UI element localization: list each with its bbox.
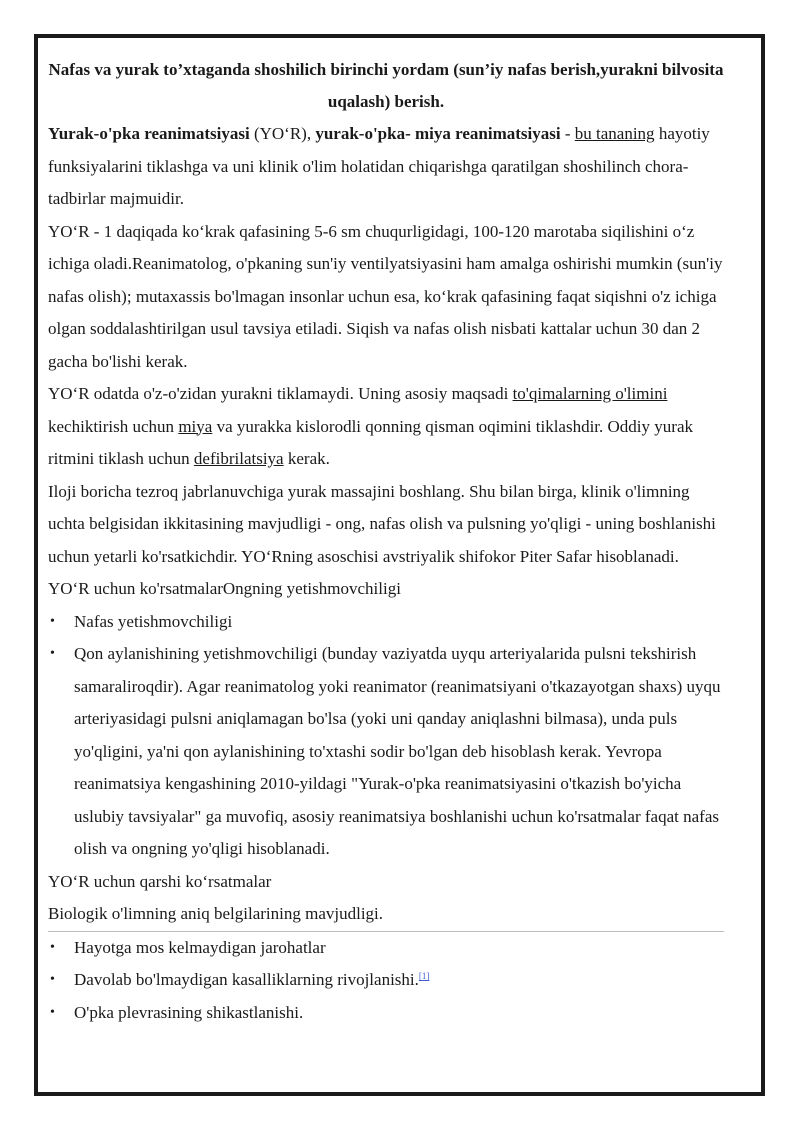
list-item: • Nafas yetishmovchiligi bbox=[48, 606, 724, 639]
goal-text-b: kechiktirish uchun bbox=[48, 416, 179, 436]
page-title: Nafas va yurak to’xtaganda shoshilich birinchi yordam (sun’iy nafas berish,yurakni bilvosita uqalash) berish. bbox=[48, 60, 724, 111]
contraindications-list bbox=[48, 932, 724, 1030]
link-bu-tananing[interactable]: bu tananing bbox=[574, 124, 655, 143]
document-body bbox=[48, 54, 724, 1029]
reference-link-1[interactable]: [1] bbox=[418, 971, 430, 981]
yor-goal-paragraph bbox=[48, 378, 724, 476]
contraindications-heading: YO‘R uchun qarshi ko‘rsatmalar bbox=[48, 871, 272, 891]
reference-marker bbox=[419, 971, 430, 981]
intro-rest: hayotiy funksiyalarini tiklashga va uni klinik o'lim holatidan chiqarishga qaratilgan shoshilinch chora-tadbirlar majmuidir. bbox=[48, 124, 710, 208]
link-miya[interactable]: miya bbox=[178, 416, 213, 436]
list-item bbox=[48, 964, 724, 997]
intro-paragraph bbox=[48, 118, 724, 216]
goal-text-c: va yurakka kislorodli qonning qisman oqimini tiklashdir. Oddiy yurak ritmini tiklash uchun bbox=[48, 416, 693, 468]
list-item: • Hayotga mos kelmaydigan jarohatlar bbox=[48, 932, 724, 965]
massage-text: Iloji boricha tezroq jabrlanuvchiga yurak massajini boshlang. Shu bilan birga, klinik o'limning uchta belgisidan ikkitasining mavjudligi - ong, nafas olish va pulsning yo'qligi - uning boshlanishi uchun yetarli ko'rsatkichdir. YO‘Rning asoschisi avstriyalik shifokor Piter Safar hisoblanadi. bbox=[48, 481, 716, 566]
goal-text-d: kerak. bbox=[283, 449, 330, 468]
dash-text: - bbox=[560, 124, 575, 143]
indication-first: Ongning yetishmovchiligi bbox=[222, 579, 401, 598]
list-item: • O'pka plevrasining shikastlanishi. bbox=[48, 997, 724, 1030]
list-item: • Qon aylanishining yetishmovchiligi (bunday vaziyatda uyqu arteriyalarida pulsni tekshirish samaraliroqdir). Agar reanimatolog yoki reanimator (reanimatsiyani o'tkazayotgan shaxs) uyqu arteriyasidagi pulsni aniqlamagan bo'lsa (yoki uni qanday aniqlashni bilmasa), unda puls yo'qligini, ya'ni qon aylanishining to'xtashi sodir bo'lgan deb hisoblash kerak. Yevropa reanimatsiya kengashining 2010-yildagi "Yurak-o'pka reanimatsiyasini o'tkazish bo'yicha uslubiy tavsiyalar" ga muvofiq, asosiy reanimatsiya boshlanishi uchun ko'rsatmalar faqat nafas olish va ongning yo'qligi hisoblanadi. bbox=[48, 638, 724, 866]
link-defibrilatsiya[interactable]: defibrilatsiya bbox=[193, 449, 284, 468]
list-item-text: Davolab bo'lmaydigan kasalliklarning rivojlanishi. bbox=[74, 970, 419, 989]
indications-list bbox=[48, 606, 724, 866]
term-ypmr: yurak-o'pka- miya reanimatsiyasi bbox=[315, 124, 561, 143]
contraindications-subheading: Biologik o'limning aniq belgilarining mavjudligi. bbox=[48, 898, 724, 932]
yor-description-paragraph: YO‘R - 1 daqiqada ko‘krak qafasining 5-6 sm chuqurligidagi, 100-120 marotaba siqilishini o‘z ichiga oladi.Reanimatolog, o'pkaning sun'iy ventilyatsiyasini ham amalga oshirishi mumkin (sun'iy nafas olish); mutaxassis bo'lmagan insonlar uchun esa, ko‘krak qafasining faqat siqishni o'z ichiga olgan soddalashtirilgan usul tavsiya etiladi. Siqish va nafas olish nisbati kattalar uchun 30 dan 2 gacha bo'lishi kerak. bbox=[48, 221, 723, 371]
abbr-text: (YO‘R), bbox=[249, 124, 316, 143]
term-yor: Yurak-o'pka reanimatsiyasi bbox=[48, 124, 250, 143]
goal-text-a: YO‘R odatda o'z-o'zidan yurakni tiklamaydi. Uning asosiy maqsadi bbox=[48, 384, 513, 403]
link-toqimalarning-olimini[interactable]: to'qimalarning o'limini bbox=[512, 384, 668, 403]
indications-heading: YO‘R uchun ko'rsatmalar bbox=[48, 579, 223, 598]
massage-paragraph bbox=[48, 476, 724, 606]
